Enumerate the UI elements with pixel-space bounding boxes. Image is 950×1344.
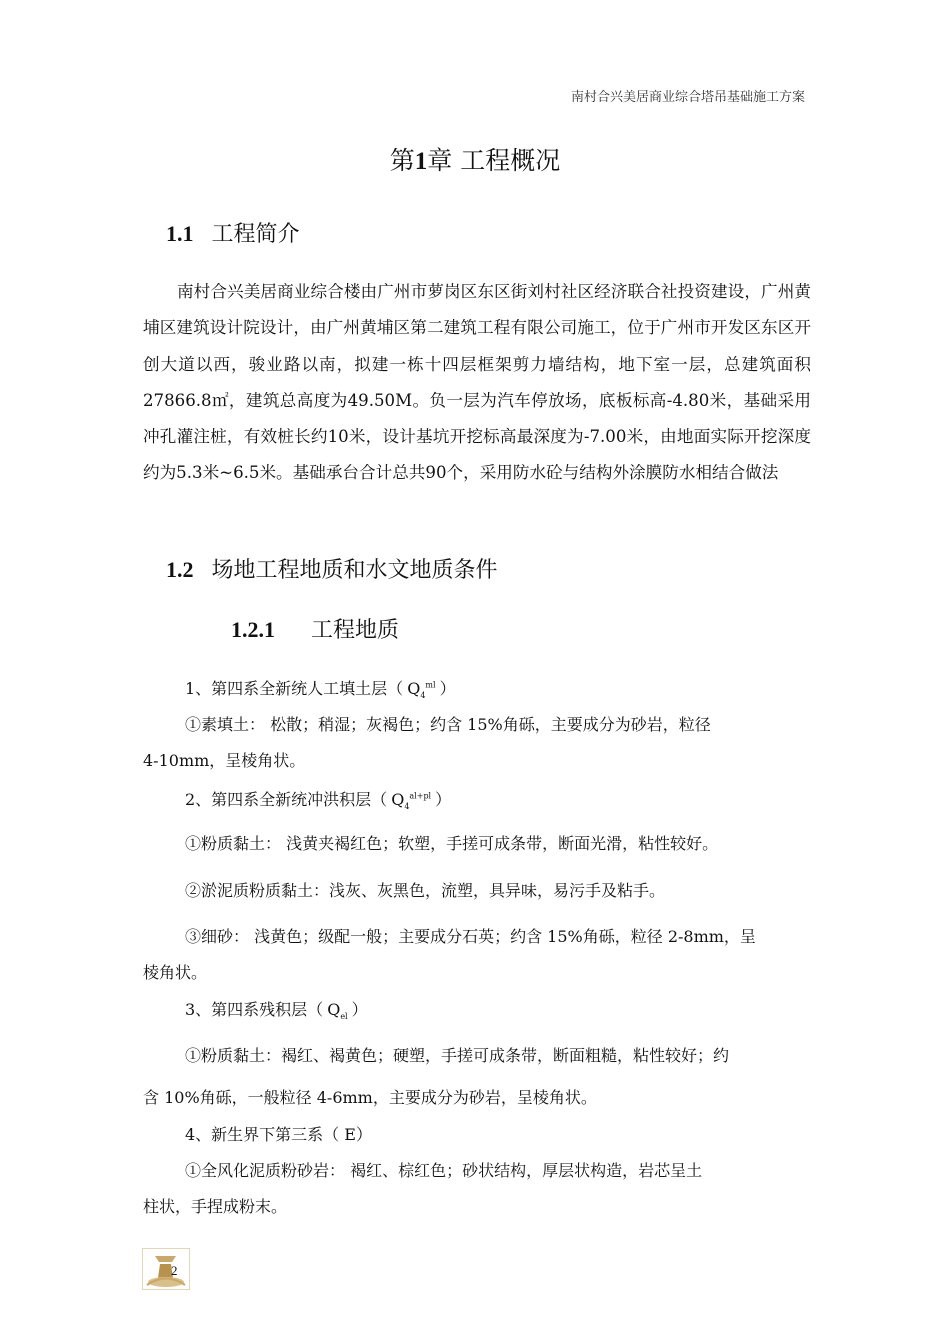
layer-3a-line-2: 含 10%角砾，一般粒径 4-6mm，主要成分为砂岩，呈棱角状。 — [143, 1088, 597, 1107]
section-title: 工程简介 — [211, 222, 300, 247]
chapter-suffix: 章 工程概况 — [427, 146, 561, 175]
project-intro-paragraph: 南村合兴美居商业综合楼由广州市萝岗区东区街刘村社区经济联合社投资建设，广州黄埔区建筑设计院设计，由广州黄埔区第二建筑工程有限公司施工，位于广州市开发区东区开创大道以西，骏业路以南，拟建一栋十四层框架剪力墙结构，地下室一层，总建筑面积27866.8㎡，建筑总高度为49.50M。负一层为汽车停放场，底板标高-4.80米，基础采用冲孔灌注桩，有效桩长约10米，设计基坑开挖标高最深度为-7.00米，由地面实际开挖深度约为5.3米~6.5米。基础承台合计总共90个，采用防水砼与结构外涂膜防水相结合做法 — [143, 282, 811, 483]
layer-3a-line-1: ①粉质黏土：褐红、褐黄色；硬塑，手搓可成条带，断面粗糙，粘性较好；约 — [185, 1046, 730, 1065]
section-title: 场地工程地质和水文地质条件 — [211, 558, 498, 583]
section-number: 1.1 — [166, 221, 194, 246]
chapter-title — [0, 141, 950, 177]
section-heading-1-2 — [166, 553, 498, 584]
layer-2b-line: ②淤泥质粉质黏土：浅灰、灰黑色，流塑，具异味，易污手及粘手。 — [185, 881, 666, 900]
layer-2-heading — [185, 787, 811, 811]
closing-paren: ） — [351, 1000, 368, 1019]
symbol-subscript: el — [340, 1012, 348, 1022]
quaternary-symbol — [391, 790, 432, 812]
layer-4a-line-2: 柱状，手捏成粉末。 — [143, 1197, 288, 1216]
company-logo-icon — [142, 1248, 190, 1290]
subsection-number: 1.2.1 — [231, 617, 275, 642]
quaternary-symbol — [327, 1000, 348, 1022]
layer-heading-text: 1、第四系全新统人工填土层（ — [185, 679, 404, 698]
symbol-superscript: al+pl — [409, 791, 432, 801]
subsection-heading-1-2-1 — [231, 613, 399, 644]
layer-2c-line-1: ③细砂： 浅黄色；级配一般；主要成分石英；约含 15%角砾，粒径 2-8mm，呈 — [185, 927, 756, 946]
symbol-letter: Q — [391, 790, 405, 809]
symbol-subscript: 4 — [420, 691, 426, 701]
layer-heading-text: 3、第四系残积层（ — [185, 1000, 324, 1019]
layer-2a-line: ①粉质黏土： 浅黄夹褐红色；软塑，手搓可成条带，断面光滑，粘性较好。 — [185, 834, 719, 853]
symbol-superscript: ml — [425, 680, 436, 690]
layer-4a-line-1: ①全风化泥质粉砂岩： 褐红、棕红色；砂状结构，厚层状构造，岩芯呈土 — [185, 1161, 703, 1180]
chapter-prefix: 第 — [389, 146, 415, 175]
page-number: 2 — [171, 1263, 178, 1278]
closing-paren: ） — [439, 679, 456, 698]
symbol-letter: Q — [407, 679, 421, 698]
layer-1a-line-2: 4-10mm，呈棱角状。 — [143, 751, 306, 770]
subsection-title: 工程地质 — [311, 618, 400, 643]
quaternary-symbol — [407, 679, 436, 701]
layer-4-heading: 4、新生界下第三系（ E） — [185, 1125, 372, 1144]
section-number: 1.2 — [166, 557, 194, 582]
running-header: 南村合兴美居商业综合塔吊基础施工方案 — [570, 90, 805, 105]
section-heading-1-1 — [166, 217, 300, 248]
layer-1a-line-1: ①素填土： 松散；稍湿；灰褐色；约含 15%角砾，主要成分为砂岩，粒径 — [185, 715, 711, 734]
layer-2c-line-2: 棱角状。 — [143, 963, 208, 982]
chapter-number: 1 — [414, 148, 428, 175]
symbol-letter: Q — [327, 1000, 341, 1019]
layer-3-heading — [185, 997, 811, 1021]
layer-heading-text: 2、第四系全新统冲洪积层（ — [185, 790, 388, 809]
closing-paren: ） — [435, 790, 452, 809]
symbol-subscript: 4 — [404, 802, 410, 812]
layer-1-heading — [185, 676, 811, 700]
